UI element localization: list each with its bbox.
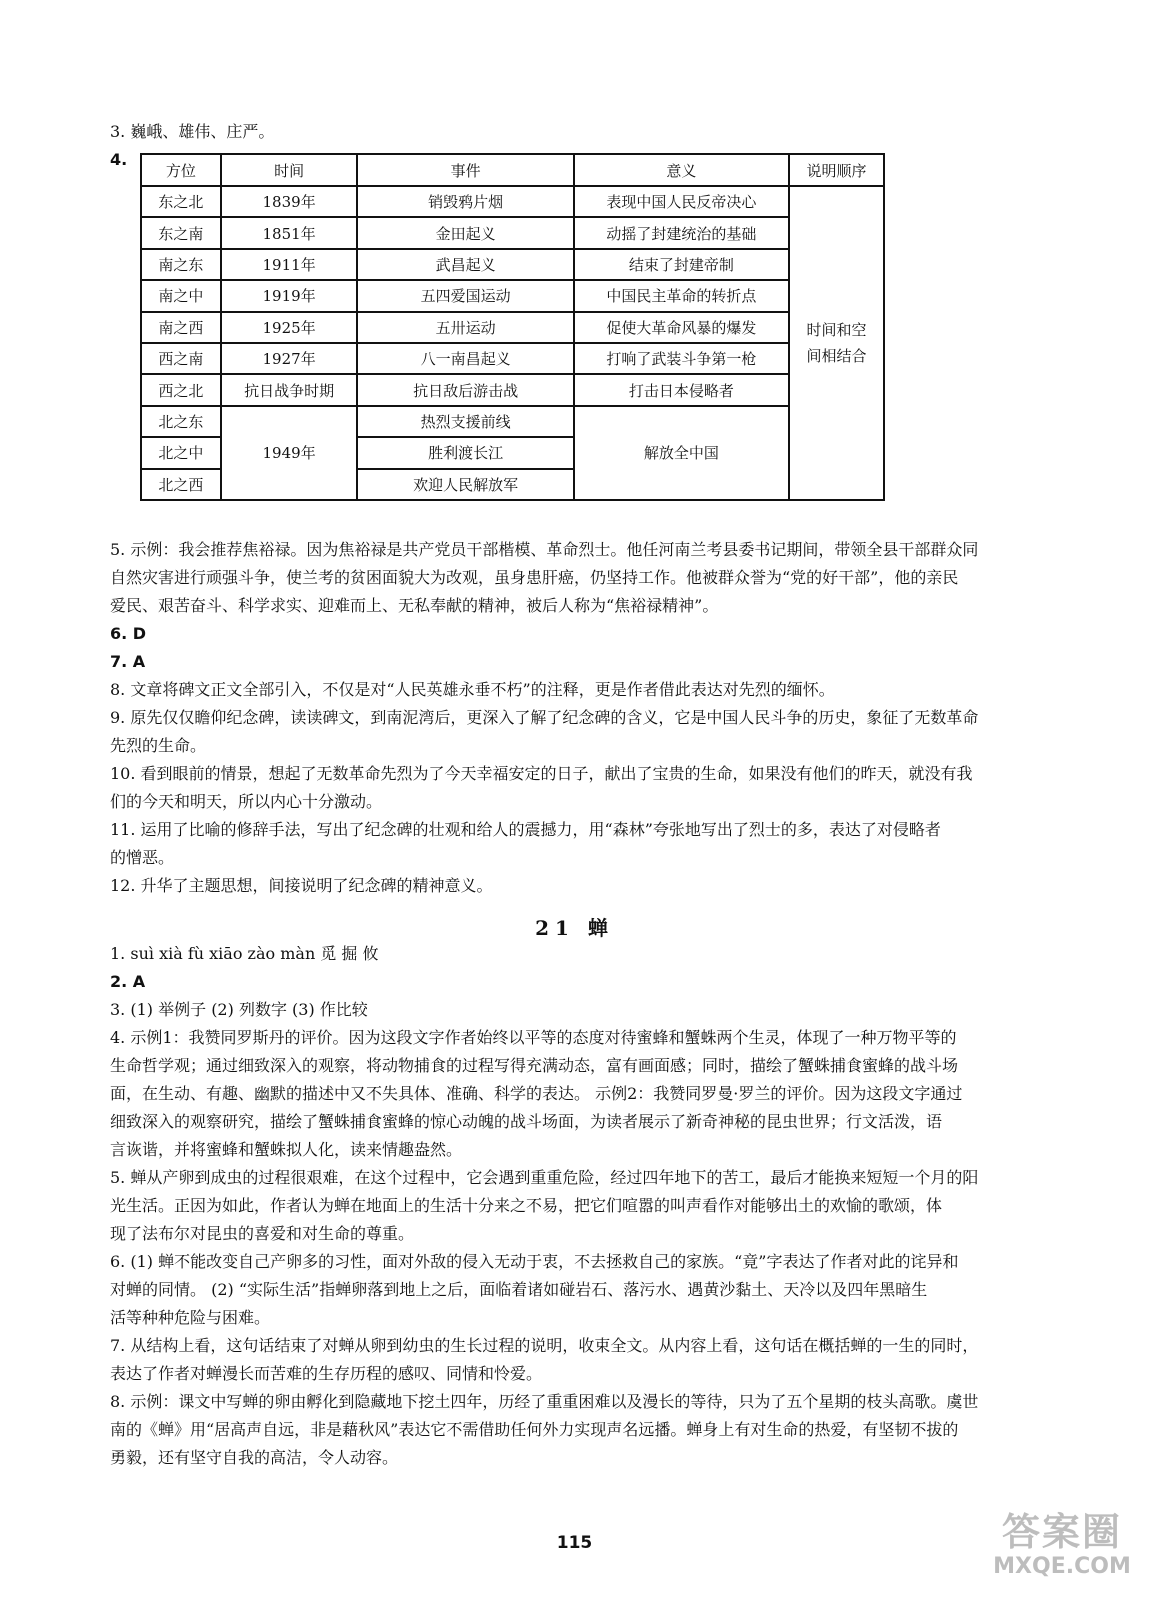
cell-direction: 南之东 [141,249,221,280]
cell-meaning: 表现中国人民反帝决心 [574,186,789,217]
answer-6: 6. D [110,624,147,643]
cell-event: 八一南昌起义 [357,343,573,374]
section21-answer-4-line: 细致深入的观察研究，描绘了蟹蛛捕食蜜蜂的惊心动魄的战斗场面，为读者展示了新奇神秘的昆虫世界；行文活泼，语 [110,1112,943,1131]
page-number: 115 [556,1533,593,1553]
order-note-text: 时间和空间相结合 [806,320,867,365]
cell-time: 1919年 [221,280,358,311]
cell-event: 胜利渡长江 [357,437,573,468]
cell-event: 抗日敌后游击战 [357,374,573,405]
cell-event: 五卅运动 [357,312,573,343]
cell-order-note [789,186,884,500]
cell-direction: 北之中 [141,437,221,468]
cell-direction: 西之北 [141,374,221,405]
section21-answer-4-line: 言诙谐，并将蜜蜂和蟹蛛拟人化，读来情趣盎然。 [110,1140,463,1159]
cell-meaning: 打击日本侵略者 [574,374,789,405]
cell-event: 武昌起义 [357,249,573,280]
cell-event: 欢迎人民解放军 [357,469,573,500]
cell-meaning: 动摇了封建统治的基础 [574,217,789,248]
cell-time: 1949年 [221,406,358,500]
section21-answer-7-line: 表达了作者对蝉漫长而苦难的生存历程的感叹、同情和怜爱。 [110,1364,543,1383]
answer-8: 8. 文章将碑文正文全部引入，不仅是对“人民英雄永垂不朽”的注释，更是作者借此表达对先烈的缅怀。 [110,680,835,699]
cell-direction: 北之西 [141,469,221,500]
section21-answer-2: 2. A [110,972,146,991]
cell-direction: 南之中 [141,280,221,311]
section21-answer-1: 1. suì xià fù xiāo zào màn 觅 掘 攸 [110,944,379,963]
table-row [141,374,884,405]
cell-event: 五四爱国运动 [357,280,573,311]
section21-answer-6-line: 对蝉的同情。 (2) “实际生活”指蝉卵落到地上之后，面临着诸如碰岩石、落污水、遇黄沙黏土、天冷以及四年黑暗生 [110,1280,928,1299]
cell-event: 热烈支援前线 [357,406,573,437]
answer-4-label: 4. [110,150,128,169]
cell-meaning: 中国民主革命的转折点 [574,280,789,311]
table-header-row [141,154,884,186]
answer-11-line: 的憎恶。 [110,848,175,867]
table-row [141,280,884,311]
section21-answer-5-line: 光生活。正因为如此，作者认为蝉在地面上的生活十分来之不易，把它们喧嚣的叫声看作对能够出土的欢愉的歌颂，体 [110,1196,943,1215]
section21-answer-8-line: 8. 示例：课文中写蝉的卵由孵化到隐藏地下挖土四年，历经了重重困难以及漫长的等待，只为了五个星期的枝头高歌。虞世 [110,1392,979,1411]
section21-answer-6-line: 活等种种危险与困难。 [110,1308,271,1327]
cell-direction: 南之西 [141,312,221,343]
header-direction: 方位 [141,154,221,186]
section21-answer-6-line: 6. (1) 蝉不能改变自己产卵多的习性，面对外敌的侵入无动于衷，不去拯救自己的家族。“竟”字表达了作者对此的诧异和 [110,1252,959,1271]
header-event: 事件 [357,154,573,186]
cell-event: 金田起义 [357,217,573,248]
cell-direction: 东之北 [141,186,221,217]
cell-time: 1839年 [221,186,358,217]
table-row [141,406,884,437]
cell-meaning: 结束了封建帝制 [574,249,789,280]
section21-answer-5-line: 现了法布尔对昆虫的喜爱和对生命的尊重。 [110,1224,415,1243]
answer-3: 3. 巍峨、雄伟、庄严。 [110,122,275,141]
header-time: 时间 [221,154,358,186]
answer-7: 7. A [110,652,146,671]
table-row [141,217,884,248]
cell-time: 1927年 [221,343,358,374]
section21-answer-4-line: 生命哲学观；通过细致深入的观察，将动物捕食的过程写得充满动态，富有画面感；同时，描绘了蟹蛛捕食蜜蜂的战斗场 [110,1056,959,1075]
cell-meaning: 解放全中国 [574,406,789,500]
answer-9-line: 9. 原先仅仅瞻仰纪念碑，读读碑文，到南泥湾后，更深入了解了纪念碑的含义，它是中国人民斗争的历史，象征了无数革命 [110,708,979,727]
table-row [141,312,884,343]
answer-10-line: 们的今天和明天，所以内心十分激动。 [110,792,383,811]
cell-time: 抗日战争时期 [221,374,358,405]
watermark-logo [987,1510,1137,1590]
answer-4-table [140,153,885,501]
answer-12: 12. 升华了主题思想，间接说明了纪念碑的精神意义。 [110,876,493,895]
section-title: 21 蝉 [535,916,614,940]
section21-answer-4-line: 面，在生动、有趣、幽默的描述中又不失具体、准确、科学的表达。 示例2：我赞同罗曼·罗兰的评价。因为这段文字通过 [110,1084,963,1103]
section21-answer-8-line: 南的《蝉》用“居高声自远，非是藉秋风”表达它不需借助任何外力实现声名远播。蝉身上有对生命的热爱，有坚韧不拔的 [110,1420,959,1439]
table-row [141,186,884,217]
cell-direction: 东之南 [141,217,221,248]
answer-5-line: 自然灾害进行顽强斗争，使兰考的贫困面貌大为改观，虽身患肝癌，仍坚持工作。他被群众誉为“党的好干部”，他的亲民 [110,568,959,587]
section21-answer-5-line: 5. 蝉从产卵到成虫的过程很艰难，在这个过程中，它会遇到重重危险，经过四年地下的苦工，最后才能换来短短一个月的阳 [110,1168,979,1187]
watermark-url: MXQE.COM [993,1554,1131,1579]
answer-5-line: 5. 示例：我会推荐焦裕禄。因为焦裕禄是共产党员干部楷模、革命烈士。他任河南兰考县委书记期间，带领全县干部群众同 [110,540,979,559]
watermark-logo-text: 答案圈 [1001,1510,1122,1554]
header-meaning: 意义 [574,154,789,186]
cell-time: 1851年 [221,217,358,248]
header-order: 说明顺序 [789,154,884,186]
answer-5-line: 爱民、艰苦奋斗、科学求实、迎难而上、无私奉献的精神，被后人称为“焦裕禄精神”。 [110,596,719,615]
section21-answer-3: 3. (1) 举例子 (2) 列数字 (3) 作比较 [110,1000,368,1019]
cell-time: 1911年 [221,249,358,280]
answer-11-line: 11. 运用了比喻的修辞手法，写出了纪念碑的壮观和给人的震撼力，用“森林”夸张地写出了烈士的多，表达了对侵略者 [110,820,941,839]
answer-9-line: 先烈的生命。 [110,736,207,755]
section21-answer-4-line: 4. 示例1：我赞同罗斯丹的评价。因为这段文字作者始终以平等的态度对待蜜蜂和蟹蛛两个生灵，体现了一种万物平等的 [110,1028,957,1047]
cell-event: 销毁鸦片烟 [357,186,573,217]
section21-answer-7-line: 7. 从结构上看，这句话结束了对蝉从卵到幼虫的生长过程的说明，收束全文。从内容上看，这句话在概括蝉的一生的同时， [110,1336,979,1355]
table-row [141,249,884,280]
cell-direction: 西之南 [141,343,221,374]
cell-direction: 北之东 [141,406,221,437]
answer-10-line: 10. 看到眼前的情景，想起了无数革命先烈为了今天幸福安定的日子，献出了宝贵的生命，如果没有他们的昨天，就没有我 [110,764,973,783]
section21-answer-8-line: 勇毅，还有坚守自我的高洁，令人动容。 [110,1448,399,1467]
cell-time: 1925年 [221,312,358,343]
cell-meaning: 促使大革命风暴的爆发 [574,312,789,343]
table-row [141,343,884,374]
cell-meaning: 打响了武装斗争第一枪 [574,343,789,374]
